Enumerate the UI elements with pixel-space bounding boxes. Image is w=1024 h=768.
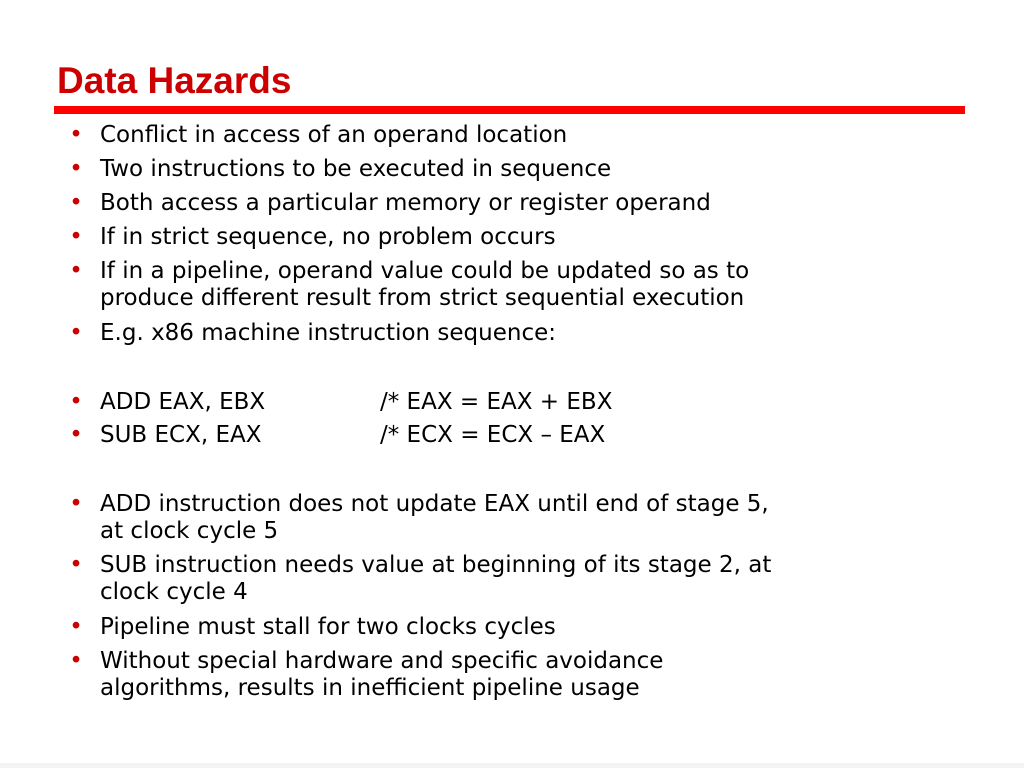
instruction-comment: /* ECX = ECX – EAX [380, 422, 606, 448]
bullet-icon: • [69, 190, 83, 216]
bullet-item [69, 122, 950, 149]
bullet-text-line-1: If in a pipeline, operand value could be updated so as to [100, 258, 750, 284]
bullet-text: Conflict in access of an operand location [100, 122, 568, 148]
slide-title: Data Hazards [57, 60, 292, 101]
code-line-item [69, 422, 950, 449]
bullet-item [69, 224, 950, 251]
bullet-text: If in strict sequence, no problem occurs [100, 224, 556, 250]
slide-bottom-band [0, 763, 1024, 768]
bullet-text-line-2: clock cycle 4 [100, 579, 248, 605]
bullet-icon: • [69, 491, 83, 517]
bullet-icon: • [69, 389, 83, 415]
bullet-text-line-2: algorithms, results in inefficient pipeline usage [100, 675, 640, 701]
instruction-text: SUB ECX, EAX [100, 422, 262, 448]
bullet-text-line-2: produce different result from strict sequential execution [100, 285, 745, 311]
bullet-text-line-1: SUB instruction needs value at beginning of its stage 2, at [100, 552, 772, 578]
bullet-item [69, 190, 950, 217]
bullet-item [69, 614, 950, 641]
bullet-text-line-2: at clock cycle 5 [100, 518, 279, 544]
instruction-text: ADD EAX, EBX [100, 389, 266, 415]
bullet-icon: • [69, 224, 83, 250]
bullet-text: Both access a particular memory or register operand [100, 190, 711, 216]
bullet-text-line-1: ADD instruction does not update EAX until end of stage 5, [100, 491, 769, 517]
instruction-comment: /* EAX = EAX + EBX [380, 389, 613, 415]
bullet-item [69, 491, 950, 545]
bullet-item [69, 156, 950, 183]
bullet-item [69, 552, 950, 606]
bullet-text-line-1: Without special hardware and specific avoidance [100, 648, 664, 674]
bullet-icon: • [69, 648, 83, 674]
bullet-icon: • [69, 320, 83, 346]
code-line-item [69, 389, 950, 416]
bullet-icon: • [69, 122, 83, 148]
bullet-icon: • [69, 614, 83, 640]
bullet-icon: • [69, 552, 83, 578]
bullet-text: Pipeline must stall for two clocks cycles [100, 614, 556, 640]
bullet-item [69, 648, 950, 702]
bullet-text: Two instructions to be executed in sequence [100, 156, 612, 182]
bullet-icon: • [69, 422, 83, 448]
bullet-text: E.g. x86 machine instruction sequence: [100, 320, 557, 346]
bullet-icon: • [69, 258, 83, 284]
bullet-item [69, 258, 950, 312]
bullet-item [69, 320, 950, 347]
bullet-icon: • [69, 156, 83, 182]
